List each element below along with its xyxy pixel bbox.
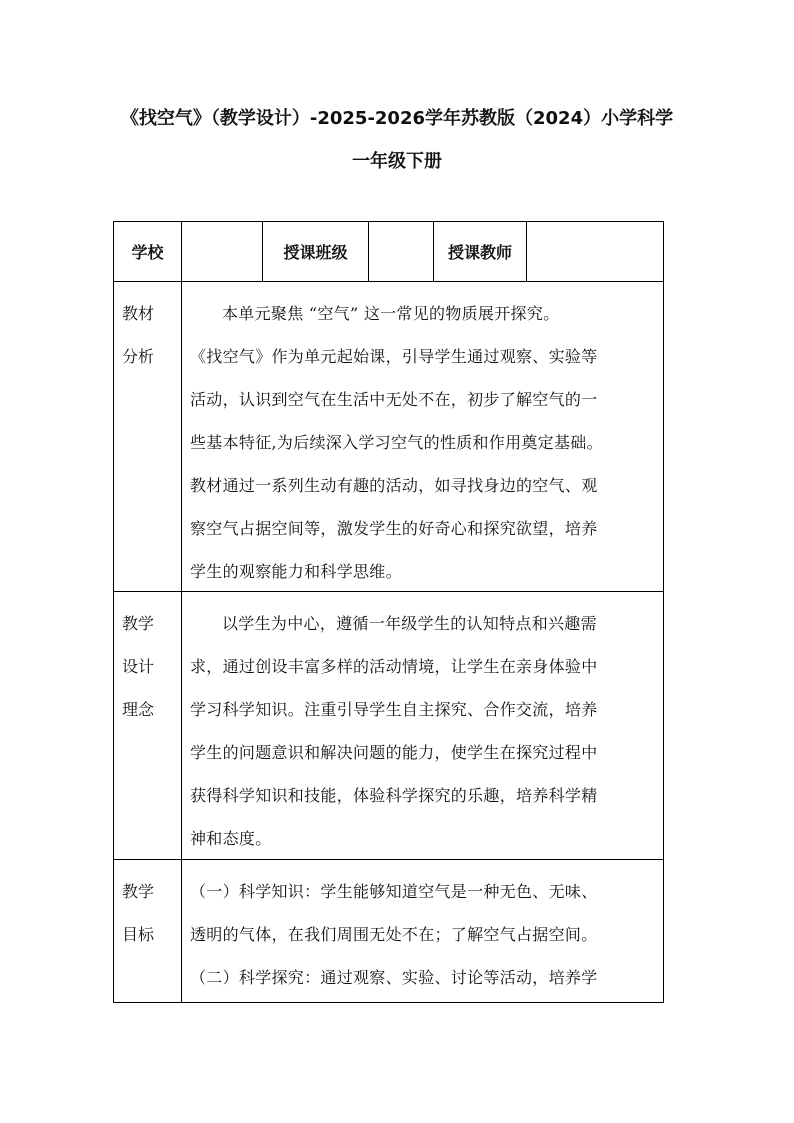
class-label: 授课班级 bbox=[283, 243, 348, 262]
body-line: 本单元聚焦 “空气” 这一常见的物质展开探究。 bbox=[222, 304, 560, 323]
class-value bbox=[369, 222, 433, 281]
body-line: 求，通过创设丰富多样的活动情境，让学生在亲身体验中 bbox=[190, 657, 598, 676]
label-line: 教学 bbox=[122, 614, 155, 633]
school-value bbox=[182, 222, 262, 281]
body-line: 神和态度。 bbox=[190, 829, 272, 848]
section-label-teaching-goals bbox=[122, 870, 178, 956]
body-line: 透明的气体，在我们周围无处不在；了解空气占据空间。 bbox=[190, 925, 598, 944]
document-title-line2: 一年级下册 bbox=[352, 151, 442, 172]
teacher-label: 授课教师 bbox=[447, 243, 512, 262]
column-divider bbox=[181, 222, 182, 1002]
body-line: 以学生为中心，遵循一年级学生的认知特点和兴趣需 bbox=[222, 614, 597, 633]
label-line: 理念 bbox=[122, 700, 155, 719]
body-line: 些基本特征,为后续深入学习空气的性质和作用奠定基础。 bbox=[190, 433, 603, 452]
body-line: 活动，认识到空气在生活中无处不在，初步了解空气的一 bbox=[190, 390, 598, 409]
section-body-design-concept bbox=[190, 602, 660, 860]
school-label: 学校 bbox=[131, 243, 164, 262]
label-line: 教学 bbox=[122, 882, 155, 901]
section-label-design-concept bbox=[122, 602, 178, 731]
section-body-textbook-analysis bbox=[190, 292, 660, 593]
section-body-teaching-goals bbox=[190, 870, 660, 999]
body-line: 《找空气》作为单元起始课，引导学生通过观察、实验等 bbox=[190, 347, 598, 366]
label-line: 教材 bbox=[122, 304, 155, 323]
section-label-textbook-analysis bbox=[122, 292, 178, 378]
body-line: （一）科学知识：学生能够知道空气是一种无色、无味、 bbox=[190, 882, 598, 901]
body-line: 学习科学知识。注重引导学生自主探究、合作交流，培养 bbox=[190, 700, 598, 719]
body-line: 学生的问题意识和解决问题的能力，使学生在探究过程中 bbox=[190, 743, 598, 762]
teacher-value bbox=[527, 222, 663, 281]
body-line: 学生的观察能力和科学思维。 bbox=[190, 562, 402, 581]
body-line: 获得科学知识和技能，体验科学探究的乐趣，培养科学精 bbox=[190, 786, 598, 805]
document-title-line1: 《找空气》（教学设计）-2025-2026学年苏教版（2024）小学科学 bbox=[120, 108, 674, 129]
label-line: 分析 bbox=[122, 347, 155, 366]
row-divider bbox=[114, 281, 663, 282]
lesson-plan-table bbox=[113, 221, 664, 1003]
body-line: 教材通过一系列生动有趣的活动，如寻找身边的空气、观 bbox=[190, 476, 598, 495]
body-line: （二）科学探究：通过观察、实验、讨论等活动，培养学 bbox=[190, 968, 598, 987]
label-line: 目标 bbox=[122, 925, 155, 944]
body-line: 察空气占据空间等，激发学生的好奇心和探究欲望，培养 bbox=[190, 519, 598, 538]
label-line: 设计 bbox=[122, 657, 155, 676]
